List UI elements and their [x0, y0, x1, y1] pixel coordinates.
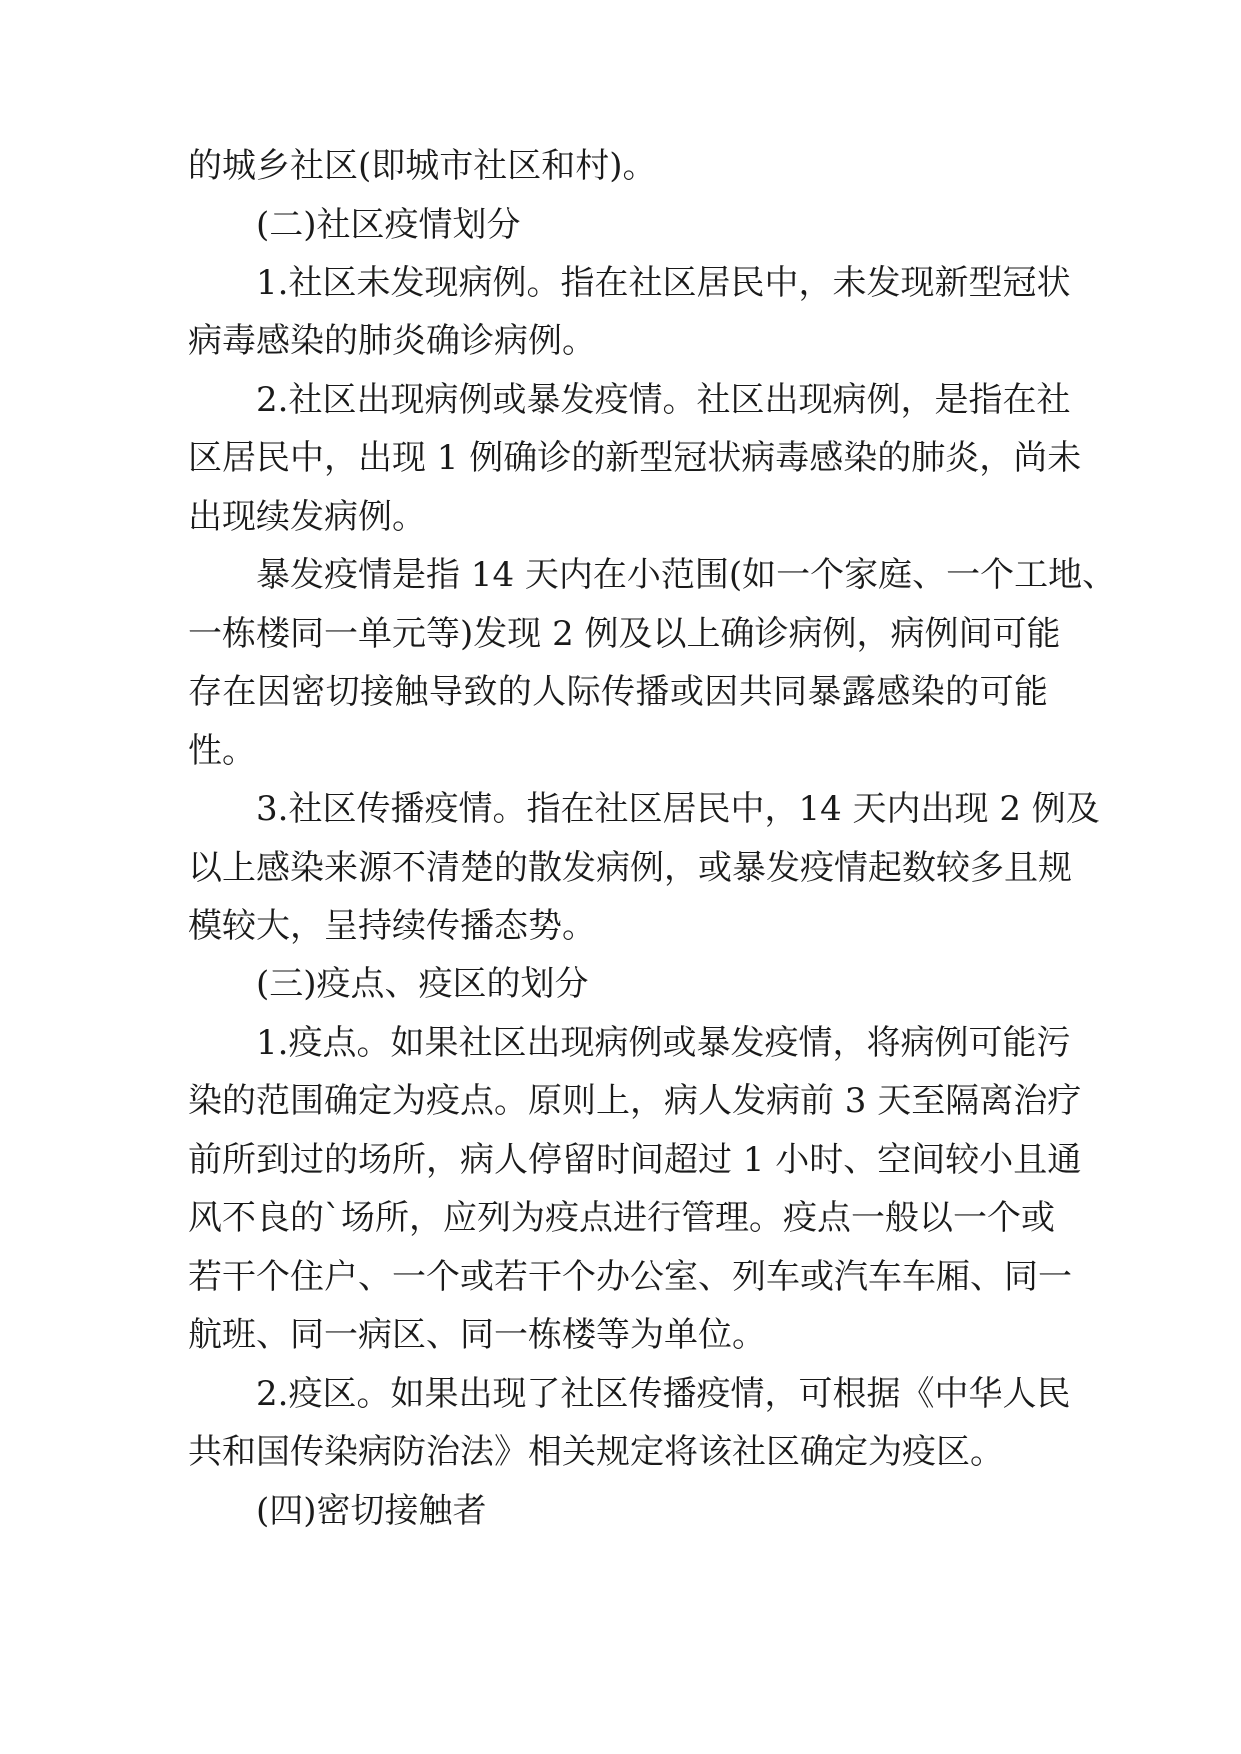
text-line: 以上感染来源不清楚的散发病例，或暴发疫情起数较多且规	[188, 848, 1072, 888]
text-line: 1.疫点。如果社区出现病例或暴发疫情，将病例可能污	[256, 1023, 1071, 1063]
text-line: 风不良的`场所，应列为疫点进行管理。疫点一般以一个或	[188, 1198, 1055, 1238]
text-line: 出现续发病例。	[188, 497, 426, 537]
text-line: 暴发疫情是指 14 天内在小范围(如一个家庭、一个工地、	[256, 555, 1117, 595]
text-line: 病毒感染的肺炎确诊病例。	[188, 321, 596, 361]
text-line: 模较大，呈持续传播态势。	[188, 906, 596, 946]
text-line: 共和国传染病防治法》相关规定将该社区确定为疫区。	[188, 1432, 1004, 1472]
text-line: 1.社区未发现病例。指在社区居民中，未发现新型冠状	[256, 263, 1071, 303]
text-line: 若干个住户、一个或若干个办公室、列车或汽车车厢、同一	[188, 1257, 1072, 1297]
text-line: 前所到过的场所，病人停留时间超过 1 小时、空间较小且通	[188, 1140, 1082, 1180]
text-line: 一栋楼同一单元等)发现 2 例及以上确诊病例，病例间可能	[188, 614, 1061, 654]
text-line: 性。	[188, 731, 256, 771]
section-heading: (二)社区疫情划分	[256, 205, 521, 245]
text-line: 的城乡社区(即城市社区和村)。	[188, 146, 657, 186]
text-line: 区居民中，出现 1 例确诊的新型冠状病毒感染的肺炎，尚未	[188, 438, 1082, 478]
text-line: 存在因密切接触导致的人际传播或因共同暴露感染的可能	[188, 672, 1048, 712]
text-line: 2.社区出现病例或暴发疫情。社区出现病例，是指在社	[256, 380, 1071, 420]
section-heading: (四)密切接触者	[256, 1491, 487, 1531]
section-heading: (三)疫点、疫区的划分	[256, 964, 589, 1004]
text-line: 航班、同一病区、同一栋楼等为单位。	[188, 1315, 766, 1355]
text-line: 2.疫区。如果出现了社区传播疫情，可根据《中华人民	[256, 1374, 1071, 1414]
text-line: 染的范围确定为疫点。原则上，病人发病前 3 天至隔离治疗	[188, 1081, 1082, 1121]
text-line: 3.社区传播疫情。指在社区居民中，14 天内出现 2 例及	[256, 789, 1100, 829]
